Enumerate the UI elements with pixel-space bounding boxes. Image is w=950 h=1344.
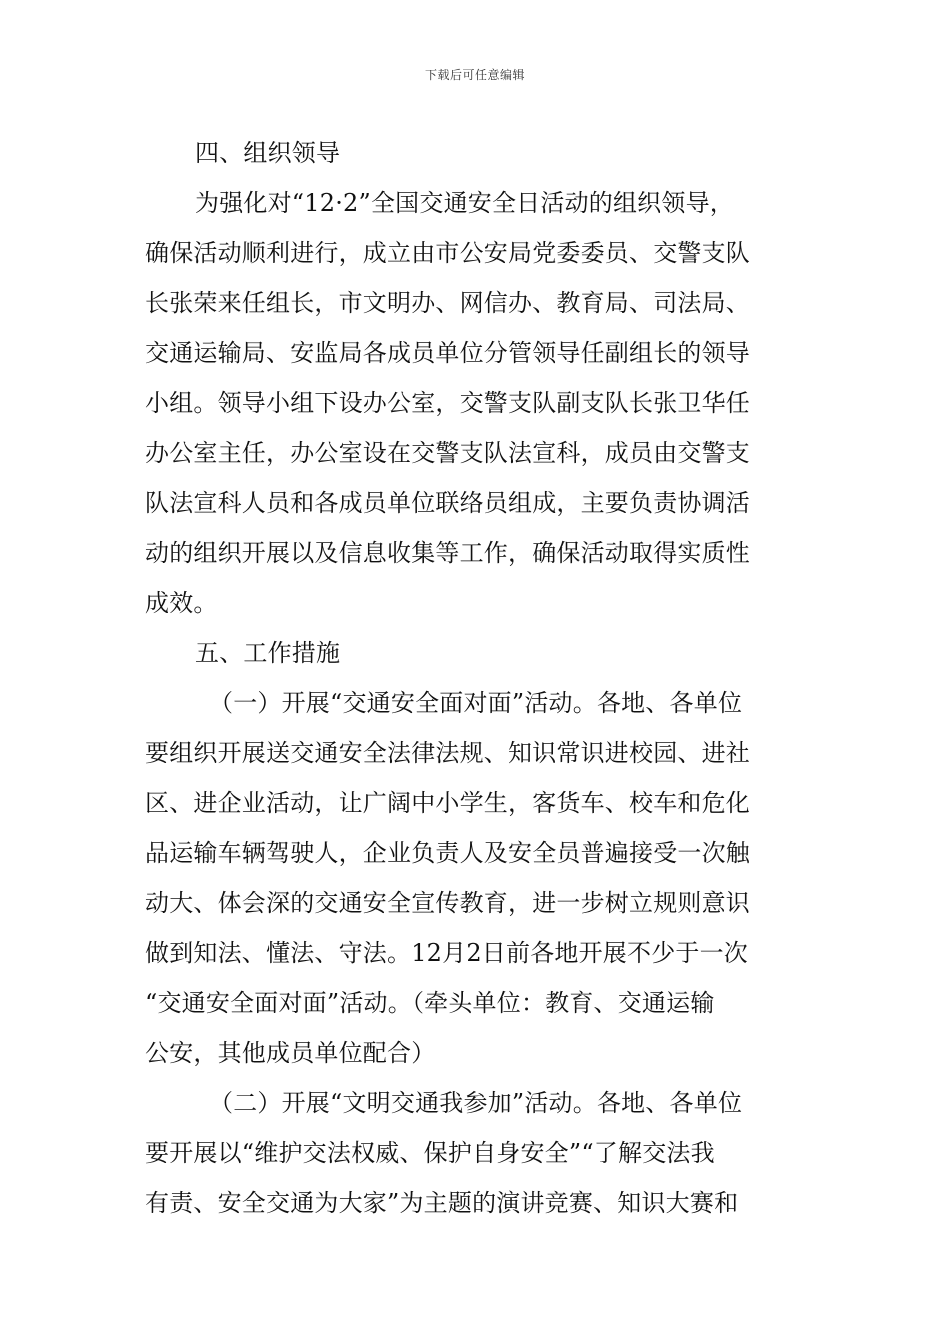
- paragraph-line: 小组。领导小组下设办公室，交警支队副支队长张卫华任: [145, 389, 750, 417]
- subsection-heading-2: （二）开展“文明交通我参加”活动。各地、各单位: [209, 1089, 743, 1117]
- paragraph-line: 长张荣来任组长，市文明办、网信办、教育局、司法局、: [145, 289, 750, 317]
- paragraph-line: 为强化对“12·2”全国交通安全日活动的组织领导，: [195, 189, 734, 217]
- paragraph-line: 要开展以“维护交法权威、保护自身安全”“了解交法我: [145, 1139, 715, 1167]
- paragraph-line: 成效。: [145, 589, 218, 617]
- paragraph-line: 确保活动顺利进行，成立由市公安局党委委员、交警支队: [145, 239, 750, 267]
- paragraph-line: 有责、安全交通为大家”为主题的演讲竞赛、知识大赛和: [145, 1189, 739, 1217]
- paragraph-line: 动大、体会深的交通安全宣传教育，进一步树立规则意识: [145, 889, 750, 917]
- section-heading-4: 四、组织领导: [195, 139, 341, 167]
- document-body: [145, 128, 807, 1228]
- paragraph-line: 队法宣科人员和各成员单位联络员组成，主要负责协调活: [145, 489, 750, 517]
- paragraph-line: 动的组织开展以及信息收集等工作，确保活动取得实质性: [145, 539, 750, 567]
- subsection-heading-1: （一）开展“交通安全面对面”活动。各地、各单位: [209, 689, 743, 717]
- paragraph-line: 公安，其他成员单位配合）: [145, 1039, 436, 1067]
- paragraph-line: 品运输车辆驾驶人，企业负责人及安全员普遍接受一次触: [145, 839, 750, 867]
- paragraph-line: 办公室主任，办公室设在交警支队法宣科，成员由交警支: [145, 439, 750, 467]
- section-heading-5: 五、工作措施: [195, 639, 341, 667]
- paragraph-line: 做到知法、懂法、守法。12月2日前各地开展不少于一次: [145, 939, 749, 967]
- paragraph-line: 要组织开展送交通安全法律法规、知识常识进校园、进社: [145, 739, 750, 767]
- paragraph-line: “交通安全面对面”活动。（牵头单位：教育、交通运输: [145, 989, 715, 1017]
- paragraph-line: 区、进企业活动，让广阔中小学生，客货车、校车和危化: [145, 789, 750, 817]
- paragraph-line: 交通运输局、安监局各成员单位分管领导任副组长的领导: [145, 339, 750, 367]
- page-header: 下载后可任意编辑: [424, 68, 525, 82]
